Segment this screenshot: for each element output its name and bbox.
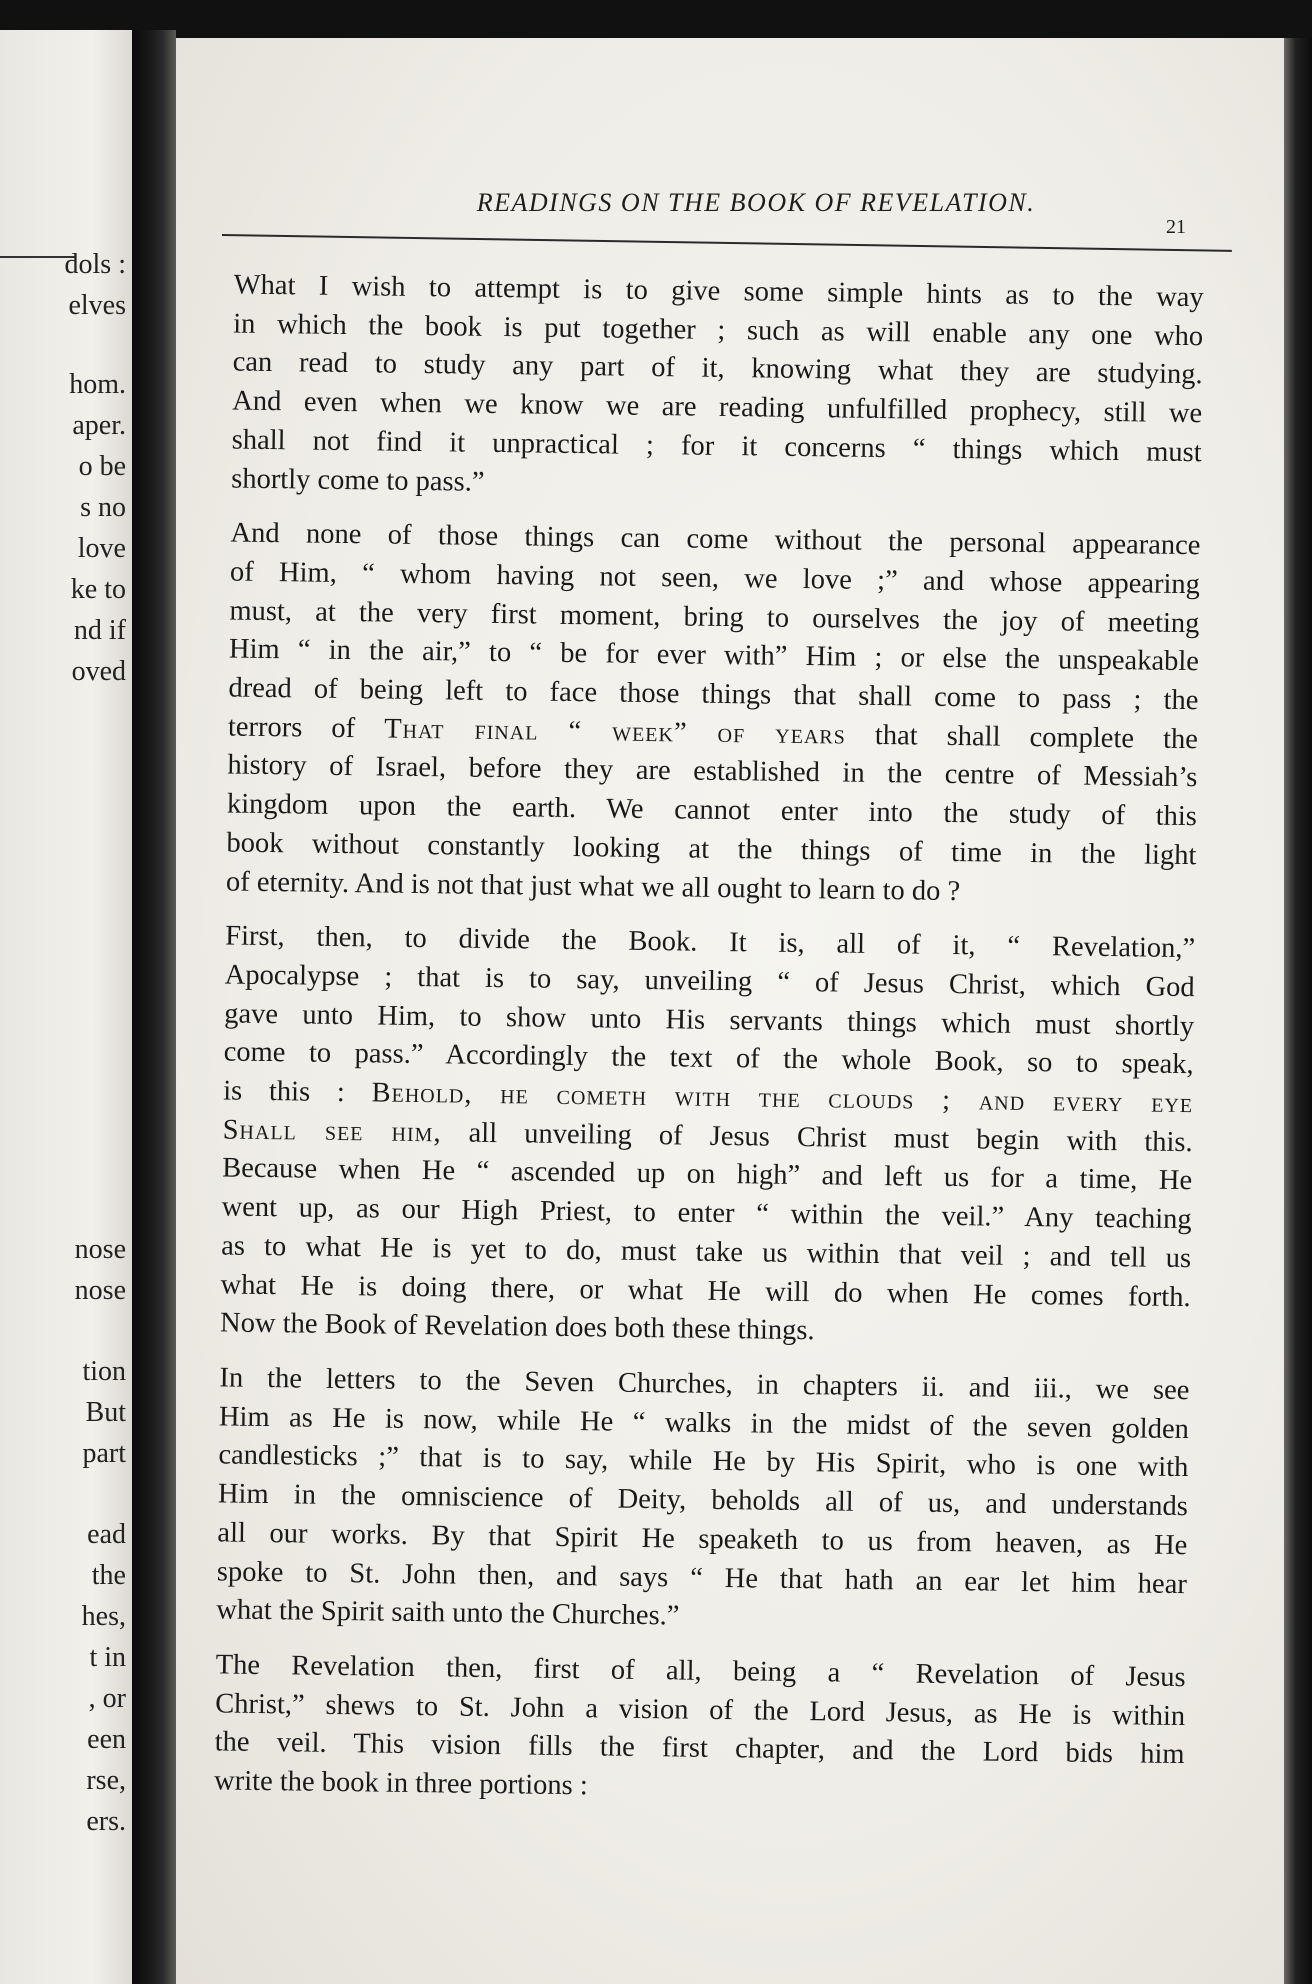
previous-page-fragment: the bbox=[91, 1560, 126, 1591]
text-line: Him as He is now, while He “ walks in the midst of the seven golden bbox=[218, 1401, 1190, 1445]
header-rule bbox=[222, 234, 1232, 252]
text-line: all our works. By that Spirit He speaketh to us from heaven, as He bbox=[217, 1517, 1188, 1561]
previous-page-fragment: part bbox=[82, 1438, 126, 1469]
paragraph bbox=[180, 917, 1195, 1356]
previous-page-fragment: rse, bbox=[86, 1765, 126, 1796]
text-line: Shall see him, all unveiling of Jesus Christ must begin with this. bbox=[222, 1114, 1193, 1158]
book-page bbox=[176, 38, 1284, 1984]
text-line: can read to study any part of it, knowing what they are studying. bbox=[232, 346, 1203, 391]
text-line: the veil. This vision fills the first chapter, and the Lord bids him bbox=[214, 1726, 1185, 1771]
previous-page-fragment: t in bbox=[89, 1642, 126, 1673]
text-line: And none of those things can come without the personal appearance bbox=[230, 517, 1201, 562]
previous-page-fragment: , or bbox=[88, 1683, 126, 1714]
text-line: shall not find it unpractical ; for it concerns “ things which must bbox=[231, 424, 1202, 469]
paragraph bbox=[176, 1359, 1189, 1643]
text-line: And even when we know we are reading unfulfilled prophecy, still we bbox=[232, 385, 1203, 430]
previous-page-edge bbox=[0, 30, 132, 1984]
running-head: READINGS ON THE BOOK OF REVELATION. bbox=[476, 188, 1036, 217]
paragraph bbox=[191, 266, 1204, 511]
previous-page-fragment: ke to bbox=[70, 574, 126, 605]
text-line: gave unto Him, to show unto His servants things which must shortly bbox=[224, 998, 1195, 1042]
previous-page-fragment: s no bbox=[80, 492, 126, 523]
page-right-edge-shadow bbox=[1284, 38, 1312, 1984]
previous-page-fragment: aper. bbox=[72, 410, 126, 441]
paragraph bbox=[176, 1646, 1186, 1814]
body-text bbox=[176, 266, 1204, 1830]
text-line: what the Spirit saith unto the Churches.” bbox=[216, 1594, 680, 1632]
text-line: candlesticks ;” that is to say, while He by His Spirit, who is one with bbox=[218, 1439, 1189, 1484]
text-line: of Him, “ whom having not seen, we love ;” and whose appearing bbox=[229, 556, 1201, 601]
previous-page-fragment: dols : bbox=[64, 249, 126, 280]
text-line: terrors of That final “ week” of years that shall complete the bbox=[227, 711, 1199, 755]
previous-page-fragment: nd if bbox=[73, 615, 126, 646]
paragraph bbox=[186, 514, 1201, 914]
text-line: Christ,” shews to St. John a vision of the Lord Jesus, as He is within bbox=[214, 1688, 1186, 1732]
text-line: Him “ in the air,” to “ be for ever with” Him ; or else the unspeakable bbox=[228, 633, 1200, 678]
text-line: First, then, to divide the Book. It is, all of it, “ Revelation,” bbox=[225, 920, 1196, 965]
previous-page-fragment: elves bbox=[68, 290, 126, 321]
previous-page-fragment: hes, bbox=[81, 1601, 126, 1632]
previous-page-fragment: hom. bbox=[69, 369, 126, 400]
previous-page-fragment: een bbox=[87, 1724, 126, 1755]
text-line: must, at the very first moment, bring to ourselves the joy of meeting bbox=[229, 595, 1200, 639]
text-line: book without constantly looking at the things of time in the light bbox=[226, 827, 1197, 872]
text-line: come to pass.” Accordingly the text of the whole Book, so to speak, bbox=[223, 1036, 1194, 1081]
text-line: dread of being left to face those things that shall come to pass ; the bbox=[228, 672, 1199, 717]
text-line: spoke to St. John then, and says “ He that hath an ear let him hear bbox=[216, 1555, 1188, 1600]
text-line: history of Israel, before they are established in the centre of Messiah’s bbox=[227, 749, 1198, 794]
previous-page-fragment: ead bbox=[87, 1519, 126, 1550]
previous-page-fragment: nose bbox=[74, 1234, 126, 1265]
text-line: in which the book is put together ; such as will enable any one who bbox=[233, 308, 1204, 352]
text-line: as to what He is yet to do, must take us within that veil ; and tell us bbox=[220, 1230, 1192, 1275]
previous-page-fragment: oved bbox=[71, 656, 126, 687]
text-line: shortly come to pass.” bbox=[231, 463, 485, 498]
book-gutter-shadow bbox=[132, 30, 176, 1984]
text-line: Apocalypse ; that is to say, unveiling “ of Jesus Christ, which God bbox=[224, 959, 1195, 1004]
text-line: In the letters to the Seven Churches, in chapters ii. and iii., we see bbox=[219, 1362, 1190, 1407]
text-line: went up, as our High Priest, to enter “ within the veil.” Any teaching bbox=[221, 1191, 1192, 1236]
text-line: The Revelation then, first of all, being a “ Revelation of Jesus bbox=[215, 1649, 1186, 1694]
text-line: kingdom upon the earth. We cannot enter into the study of this bbox=[226, 788, 1198, 833]
text-line: Because when He “ ascended up on high” and left us for a time, He bbox=[221, 1152, 1193, 1197]
previous-page-fragment: ers. bbox=[86, 1806, 126, 1837]
text-line: is this : Behold, he cometh with the clouds ; and every eye bbox=[223, 1075, 1194, 1120]
text-line: of eternity. And is not that just what we all ought to learn to do ? bbox=[225, 866, 961, 907]
previous-page-fragment: nose bbox=[74, 1275, 126, 1306]
previous-page-fragment: o be bbox=[78, 451, 126, 482]
text-line: what He is doing there, or what He will do when He comes forth. bbox=[220, 1269, 1191, 1313]
previous-page-fragment: love bbox=[77, 533, 126, 564]
page-number: 21 bbox=[1166, 216, 1186, 238]
text-line: Now the Book of Revelation does both these things. bbox=[219, 1307, 815, 1347]
text-line: write the book in three portions : bbox=[213, 1765, 588, 1802]
previous-page-fragment: But bbox=[85, 1397, 126, 1428]
previous-page-fragment: tion bbox=[82, 1356, 126, 1387]
text-line: Him in the omniscience of Deity, beholds all of us, and understands bbox=[217, 1478, 1189, 1523]
text-line: What I wish to attempt is to give some simple hints as to the way bbox=[233, 269, 1204, 314]
